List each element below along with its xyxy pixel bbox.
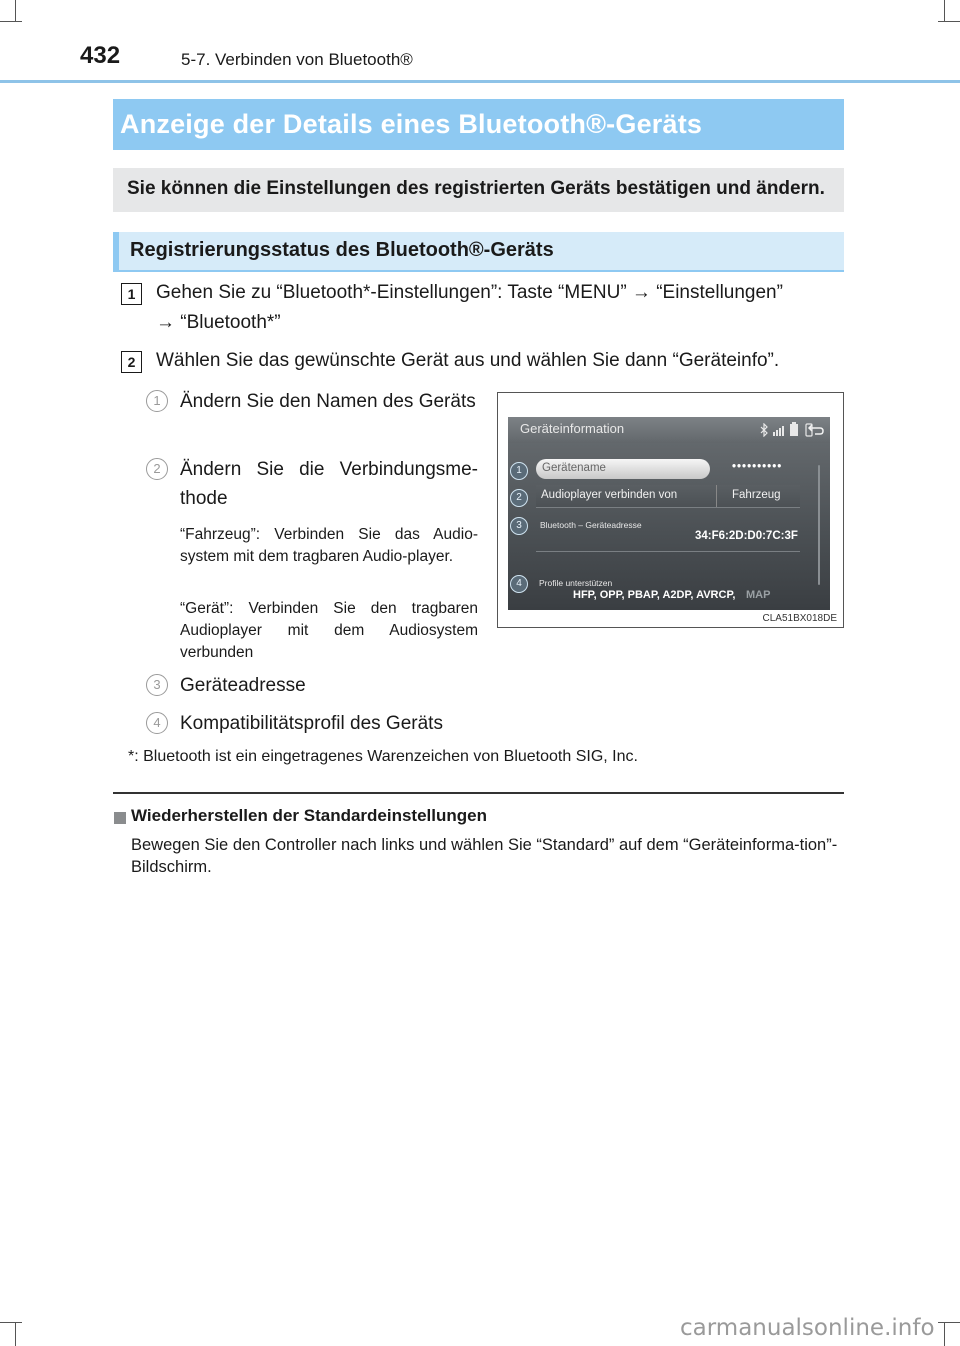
- watermark: carmanualsonline.info: [680, 1315, 935, 1341]
- connect-method-label: Audioplayer verbinden von: [541, 489, 678, 501]
- address-value: 34:F6:2D:D0:7C:3F: [695, 530, 798, 542]
- crop-mark: [0, 1322, 22, 1323]
- profiles-label: Profile unterstützen: [539, 578, 613, 588]
- item-text: Ändern Sie die Verbindungsme-thode: [180, 459, 478, 509]
- section-banner: [113, 99, 844, 150]
- scrollbar[interactable]: [818, 465, 820, 585]
- device-name-button[interactable]: [536, 459, 710, 479]
- intro-box: [113, 168, 844, 212]
- crop-mark: [938, 1322, 960, 1323]
- screen-title: Geräteinformation: [520, 421, 625, 436]
- row-divider: [716, 485, 717, 507]
- device-info-screen: [508, 417, 830, 610]
- callout-number: 3: [510, 517, 528, 535]
- back-icon[interactable]: [807, 422, 825, 436]
- device-name-value: ••••••••••: [732, 461, 783, 473]
- step-text: Wählen Sie das gewünschte Gerät aus und wählen Sie dann “Geräteinfo”.: [156, 350, 780, 371]
- subsection-title: Wiederherstellen der Standardeinstellungen: [131, 806, 487, 825]
- note-text: “Fahrzeug”: Verbinden Sie das Audio-system mit dem tragbaren Audio-player.: [180, 526, 478, 565]
- bluetooth-icon: [758, 423, 770, 437]
- callout-number: 1: [510, 462, 528, 480]
- profiles-value-extra: MAP: [746, 589, 771, 601]
- connect-method-button[interactable]: [536, 485, 800, 508]
- crop-mark: [944, 0, 945, 22]
- intro-text: Sie können die Einstellungen des registrierten Geräts bestätigen und ändern.: [127, 178, 825, 199]
- section-title: Anzeige der Details eines Bluetooth®-Geräts: [120, 109, 703, 139]
- subsection-header: [113, 232, 844, 272]
- header-rule: [0, 80, 960, 83]
- item-number: 3: [146, 674, 168, 696]
- note-text: “Gerät”: Verbinden Sie den tragbaren Audioplayer mit dem Audiosystem verbunden: [180, 600, 478, 661]
- subsection-title: Registrierungsstatus des Bluetooth®-Geräts: [130, 239, 554, 261]
- battery-icon: [789, 422, 799, 437]
- bullet-square-icon: [114, 812, 126, 824]
- subsection-body: Bewegen Sie den Controller nach links und wählen Sie “Standard” auf dem “Geräteinforma-tion”-Bildschirm.: [131, 836, 838, 876]
- crop-mark: [0, 21, 22, 22]
- signal-icon: [772, 423, 786, 437]
- profiles-value: HFP, OPP, PBAP, A2DP, AVRCP,: [573, 589, 736, 601]
- callout-number: 4: [510, 575, 528, 593]
- footnote: *: Bluetooth ist ein eingetragenes Warenzeichen von Bluetooth SIG, Inc.: [128, 748, 638, 765]
- screenshot-figure: [497, 392, 844, 628]
- row-divider: [536, 551, 800, 552]
- item-number: 2: [146, 458, 168, 480]
- device-name-label: Gerätename: [542, 462, 606, 474]
- crop-mark: [15, 0, 16, 22]
- item-text: Ändern Sie den Namen des Geräts: [180, 391, 476, 412]
- step-number: 1: [121, 283, 142, 305]
- item-number: 4: [146, 712, 168, 734]
- page-number: 432: [80, 42, 121, 69]
- figure-id: CLA51BX018DE: [762, 613, 837, 624]
- item-text: Kompatibilitätsprofil des Geräts: [180, 713, 443, 734]
- connect-method-value: Fahrzeug: [732, 489, 781, 501]
- crop-mark: [944, 1322, 945, 1346]
- screen-titlebar: [508, 417, 830, 443]
- item-text: Geräteadresse: [180, 675, 306, 696]
- callout-number: 2: [510, 489, 528, 507]
- crop-mark: [15, 1322, 16, 1346]
- subsection-accent: [113, 232, 119, 272]
- step-number: 2: [121, 351, 142, 373]
- step-text-continued: → “Bluetooth*”: [156, 312, 281, 333]
- crop-mark: [938, 21, 960, 22]
- address-label: Bluetooth – Geräteadresse: [540, 520, 642, 530]
- step-text: Gehen Sie zu “Bluetooth*-Einstellungen”: Taste “MENU” → “Einstellungen”: [156, 282, 783, 303]
- item-number: 1: [146, 390, 168, 412]
- section-divider: [113, 792, 844, 794]
- chapter-title: 5-7. Verbinden von Bluetooth®: [181, 50, 413, 69]
